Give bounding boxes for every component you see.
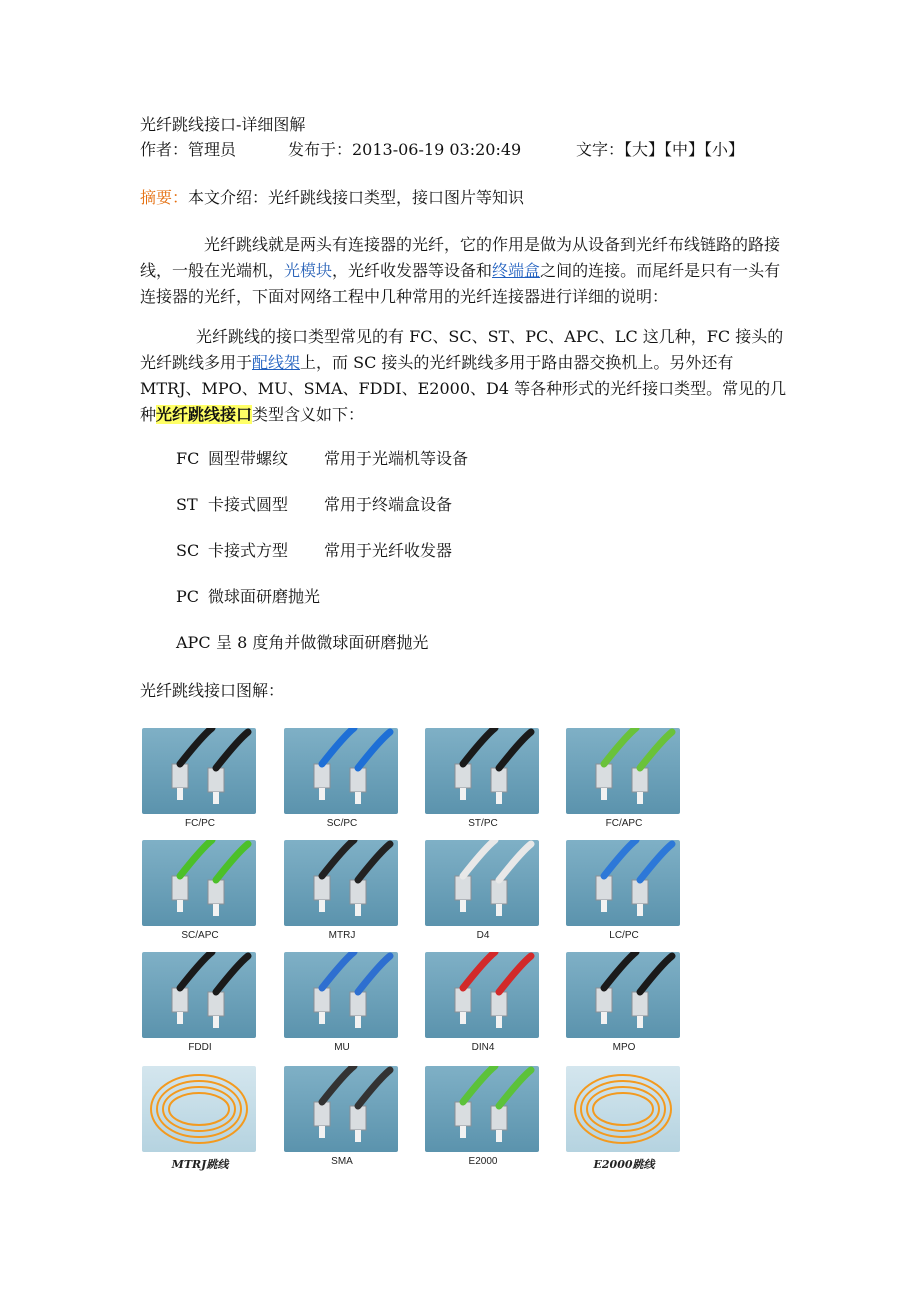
connector-caption: D4 [476,930,490,941]
font-size-control[interactable]: 文字：【大】【中】【小】 [576,140,745,159]
connector-illustration [284,1066,398,1152]
type-code: APC [176,633,211,652]
connector-illustration [566,728,680,814]
link-terminal-box[interactable]: 终端盒 [492,261,541,280]
connector-illustration [284,728,398,814]
connector-thumbnail [564,1064,684,1172]
connector-illustration [425,840,539,926]
paragraph-1 [140,232,790,310]
highlight-keyword: 光纤跳线接口 [156,405,253,424]
connector-caption: MU [334,1042,350,1053]
connector-thumbnail [423,1064,543,1172]
connector-illustration [425,952,539,1038]
connector-illustration [284,952,398,1038]
connector-photo [425,952,539,1038]
type-row [176,630,428,653]
type-desc: 卡接式方型 [208,541,289,560]
connector-photo [142,1066,256,1152]
connector-illustration [566,952,680,1038]
connector-illustration [425,728,539,814]
article-summary [140,185,524,208]
connector-caption: SC/APC [181,930,219,941]
type-code: PC [176,587,200,606]
connector-caption: SC/PC [326,818,358,829]
connector-caption: E2000 [468,1156,498,1167]
paragraph-2-text-c: 类型含义如下： [252,405,365,424]
connector-photo [284,840,398,926]
connector-thumbnail [140,1064,260,1172]
type-row [176,446,468,469]
connector-thumbnail [423,726,543,834]
connector-photo [425,1066,539,1152]
connector-caption: LC/PC [609,930,639,941]
author-label: 作者：管理员 [140,140,237,159]
connector-photo [425,840,539,926]
connector-caption: ST/PC [468,818,498,829]
type-code: SC [176,541,200,560]
connector-thumbnail [423,838,543,946]
connector-caption: MTRJ跳线 [171,1158,229,1171]
connector-illustration [142,1066,256,1152]
summary-label: 摘要： [140,188,189,207]
connector-thumbnail [564,726,684,834]
paragraph-2 [140,324,790,428]
connector-thumbnail [140,838,260,946]
paragraph-1-text-c: 之间的连接。而尾纤是只有一头有连接器的光纤，下面对网络工程中几种常用的光纤连接器进行详细的说明： [140,261,781,306]
link-patch-panel[interactable]: 配线架 [252,353,301,372]
connector-photo [566,1066,680,1152]
connector-illustration [566,1066,680,1152]
connector-illustration [566,840,680,926]
connector-caption: FC/PC [185,818,215,829]
type-use: 常用于光纤收发器 [324,541,453,560]
paragraph-2-text-a: 光纤跳线的接口类型常见的有 FC、SC、ST、PC、APC、LC 这几种，FC 接头的光纤跳线多用于 [140,327,784,372]
connector-illustration [284,840,398,926]
connector-caption: MPO [612,1042,636,1053]
connector-photo [284,952,398,1038]
type-row [176,538,452,561]
article-title: 光纤跳线接口-详细图解 [140,115,306,134]
connector-illustration [425,1066,539,1152]
type-row [176,584,320,607]
summary-text: 本文介绍：光纤跳线接口类型，接口图片等知识 [188,188,525,207]
connector-thumbnail [282,726,402,834]
connector-photo [566,840,680,926]
paragraph-1-text-a: 光纤跳线就是两头有连接器的光纤，它的作用是做为从设备到光纤布线链路的路接线，一般在光端机， [140,235,781,280]
connector-thumbnail [564,950,684,1058]
type-row [176,492,452,515]
connector-photo [142,728,256,814]
type-desc: 呈 8 度角并做微球面研磨抛光 [216,633,429,652]
paragraph-1-text-b: ，光纤收发器等设备和 [332,261,493,280]
connector-illustration [142,952,256,1038]
connector-thumbnail [423,950,543,1058]
connector-thumbnail [140,950,260,1058]
type-code: ST [176,495,198,514]
connector-caption: E2000跳线 [593,1158,655,1171]
connector-illustration [142,840,256,926]
connector-thumbnail [140,726,260,834]
connector-caption: FDDI [188,1042,212,1053]
connector-caption: DIN4 [471,1042,495,1053]
type-desc: 圆型带螺纹 [208,449,289,468]
connector-photo [284,728,398,814]
connector-photo [566,952,680,1038]
connector-illustration [142,728,256,814]
type-desc: 卡接式圆型 [208,495,289,514]
connector-photo [284,1066,398,1152]
connector-caption: MTRJ [328,930,356,941]
connector-thumbnail [282,838,402,946]
connector-thumbnail [282,1064,402,1172]
connector-photo [425,728,539,814]
connector-caption: SMA [331,1156,353,1167]
type-code: FC [176,449,200,468]
article-meta [140,137,800,157]
connector-caption: FC/APC [605,818,643,829]
type-use: 常用于终端盒设备 [324,495,453,514]
type-desc: 微球面研磨抛光 [208,587,321,606]
connector-photo [142,840,256,926]
connector-gallery [140,726,680,1176]
paragraph-2-text-b: 上，而 SC 接头的光纤跳线多用于路由器交换机上。另外还有 MTRJ、MPO、MU、SMA、FDDI、E2000、D4 等各种形式的光纤接口类型。常见的几种 [140,353,787,424]
connector-thumbnail [564,838,684,946]
published-label: 发布于：2013-06-19 03:20:49 [288,140,522,159]
connector-photo [142,952,256,1038]
gallery-title: 光纤跳线接口图解： [140,681,285,700]
connector-thumbnail [282,950,402,1058]
connector-photo [566,728,680,814]
link-optical-module[interactable]: 光模块 [284,261,333,280]
type-use: 常用于光端机等设备 [324,449,469,468]
